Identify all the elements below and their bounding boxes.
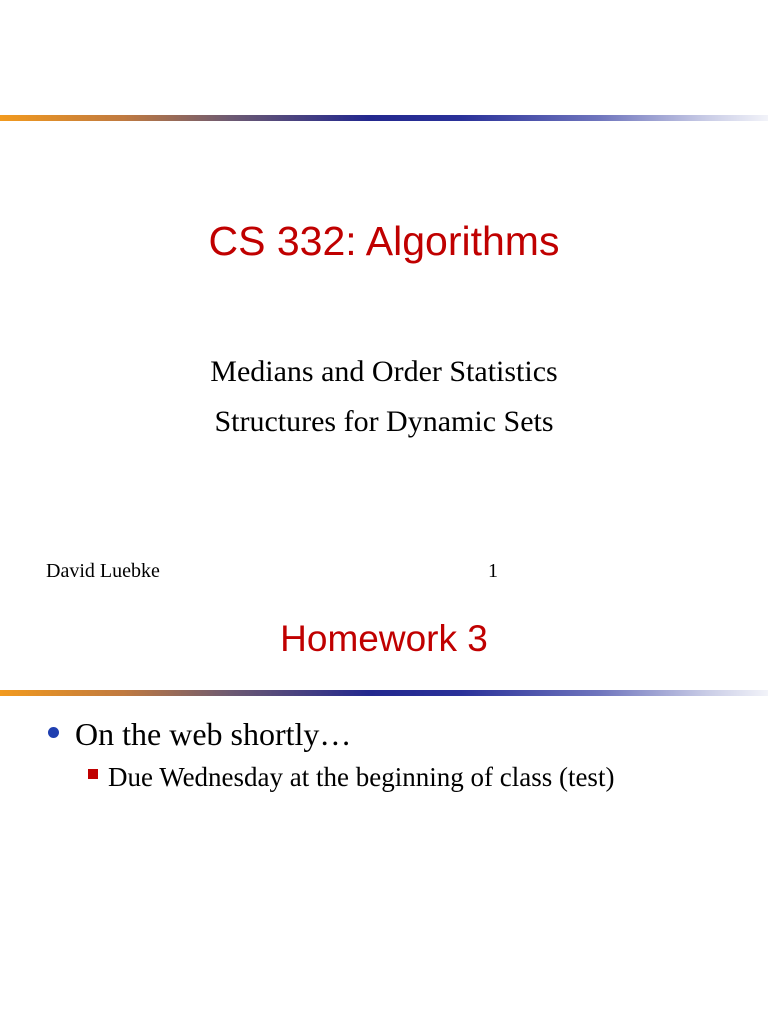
- bullet-text: On the web shortly…: [75, 716, 352, 752]
- sub-bullet-text: Due Wednesday at the beginning of class (test): [108, 762, 615, 792]
- subtitle-line-1: Medians and Order Statistics: [210, 355, 558, 388]
- footer-page-number: 1: [488, 560, 498, 580]
- slide-title: Homework 3: [280, 618, 488, 659]
- sub-bullet-item: [88, 760, 614, 794]
- gradient-divider: [0, 690, 768, 696]
- dot-icon: [48, 727, 59, 738]
- slide-title: CS 332: Algorithms: [208, 218, 560, 264]
- subtitle-line-2: Structures for Dynamic Sets: [214, 405, 554, 438]
- gradient-divider: [0, 115, 768, 121]
- slide-2: [0, 580, 768, 1024]
- footer-author: David Luebke: [46, 560, 160, 580]
- bullet-item: [48, 714, 351, 754]
- square-icon: [88, 769, 98, 779]
